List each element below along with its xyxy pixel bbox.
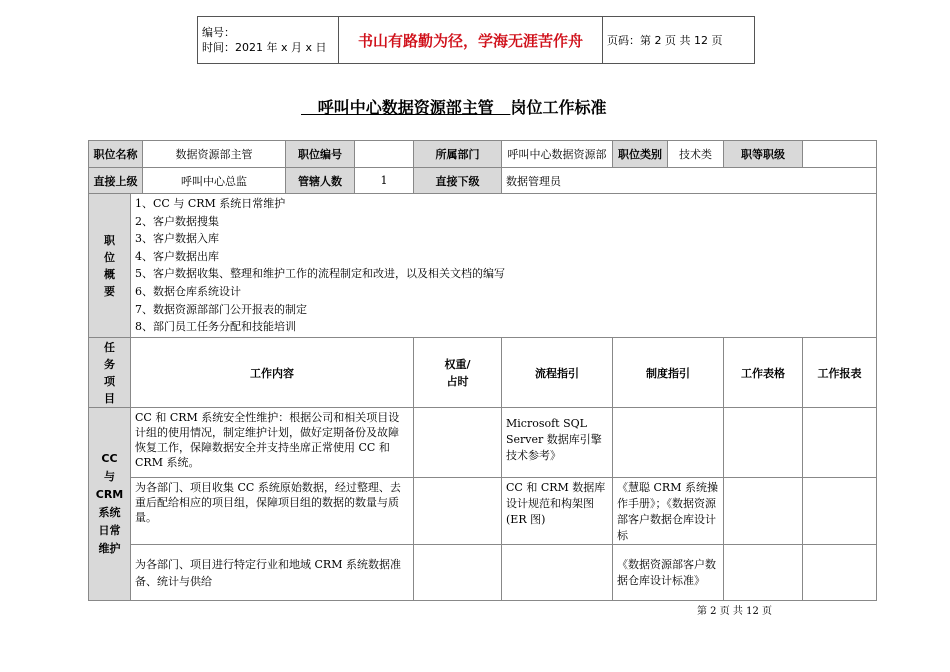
task-forms [724,545,803,601]
task-process: CC 和 CRM 数据库设计规范和构架图 (ER 图) [502,478,613,545]
task-content: CC 和 CRM 系统安全性维护：根据公司和相关项目设计组的使用情况，制定维护计划，做好定期备份及故障恢复工作，保障数据安全并支持坐席正常使用 CC 和 CRM 系统。 [131,408,414,478]
task-weight [414,408,502,478]
list-item: 2、客户数据搜集 [135,214,219,228]
task-policy [613,408,724,478]
task-policy: 《慧聪 CRM 系统操作手册》；《数据资源部客户数据仓库设计标 [613,478,724,545]
grade [803,141,877,168]
table-row [89,478,877,545]
position-name: 数据资源部主管 [175,148,253,161]
superior-label: 直接上级 [89,168,143,193]
task-reports [803,408,877,478]
title-rest: 岗位工作标准 [510,98,607,117]
motto: 书山有路勤为径，学海无涯苦作舟 [339,17,603,64]
policy-header: 制度指引 [613,338,724,408]
task-group-label: CC 与 CRM 系统 日常 维护 [89,408,131,601]
page-info: 页码：第 2 页 共 12 页 [603,17,755,64]
list-item: 7、数据资源部部门公开报表的制定 [135,302,307,316]
subordinate-label: 直接下级 [414,168,502,194]
table-row [89,545,877,601]
task-reports [803,478,877,545]
work-content-header: 工作内容 [131,338,414,408]
position-code-label: 职位编号 [286,141,355,168]
position-code [355,141,414,168]
summary-row [89,194,877,338]
list-item: 5、客户数据收集、整理和维护工作的流程制定和改进，以及相关文档的编写 [135,267,505,281]
subordinate: 数据管理员 [502,168,877,194]
task-process: Microsoft SQL Server 数据库引擎技术参考》 [502,408,613,478]
time-label: 时间：2021 年 x 月 x 日 [202,41,327,54]
weight-header: 权重/ 占时 [414,338,502,408]
grade-label: 职等职级 [724,141,803,168]
position-name-label: 职位名称 [89,141,143,167]
page-title [301,95,606,118]
task-content: 为各部门、项目进行特定行业和地域 CRM 系统数据准备、统计与供给 [131,545,414,601]
summary-list [131,194,877,338]
summary-label: 职 位 概 要 [89,194,131,338]
page-footer: 第 2 页 共 12 页 [697,606,772,617]
header-table [197,16,755,64]
task-header-row [89,338,877,408]
process-header: 流程指引 [502,338,613,408]
category: 技术类 [668,141,724,168]
task-weight [414,478,502,545]
header-meta [198,17,339,64]
info-row-2 [89,168,877,194]
headcount: 1 [355,168,414,194]
task-process [502,545,613,601]
list-item: 1、CC 与 CRM 系统日常维护 [135,197,286,210]
table-row [89,408,877,478]
list-item: 4、客户数据出库 [135,249,219,263]
task-weight [414,545,502,601]
superior: 呼叫中心总监 [181,174,247,188]
headcount-label: 管辖人数 [286,168,355,194]
task-policy: 《数据资源部客户数据仓库设计标准》 [613,545,724,601]
task-reports [803,545,877,601]
department-label: 所属部门 [414,141,502,168]
list-item: 8、部门员工任务分配和技能培训 [135,320,296,334]
job-standard-table [88,140,877,601]
task-forms [724,478,803,545]
info-row-1 [89,141,877,168]
task-forms [724,408,803,478]
department: 呼叫中心数据资源部 [502,141,613,168]
task-content: 为各部门、项目收集 CC 系统原始数据，经过整理、去重后配给相应的项目组，保障项目组的数据的数量与质量。 [131,478,414,545]
category-label: 职位类别 [613,141,668,168]
title-underlined: 呼叫中心数据资源部主管 [301,98,511,117]
number-label: 编号： [202,26,235,39]
list-item: 3、客户数据入库 [135,232,219,246]
reports-header: 工作报表 [803,338,877,408]
list-item: 6、数据仓库系统设计 [135,284,241,298]
forms-header: 工作表格 [724,338,803,408]
task-label: 任 务 项 目 [89,338,131,408]
